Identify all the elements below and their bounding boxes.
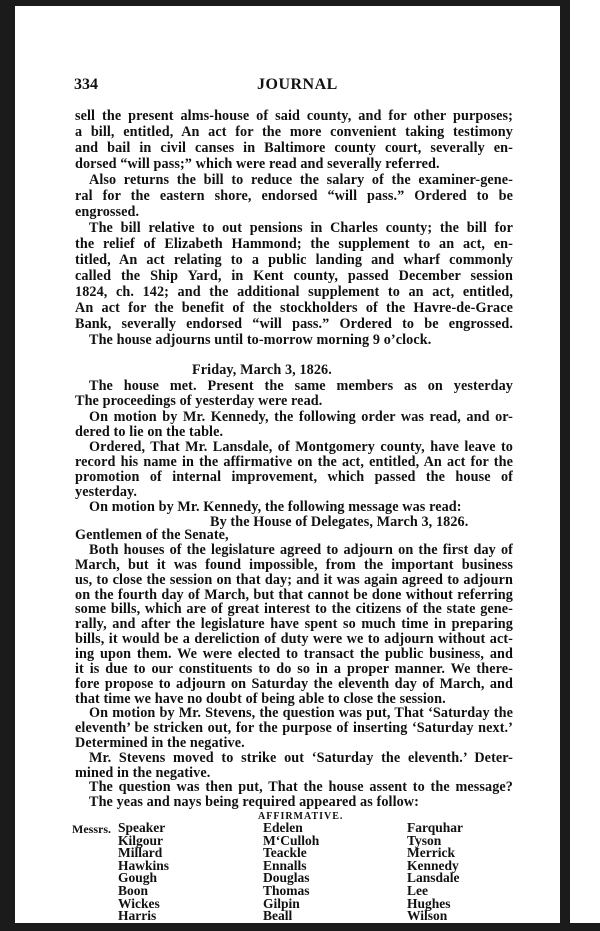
member-name: Teackle (263, 845, 307, 861)
member-name: Lee (407, 883, 428, 898)
text-line: engrossed. (75, 204, 140, 220)
scan-border-bottom (0, 923, 600, 931)
text-line: mined in the negative. (75, 765, 211, 781)
text-line: The proceedings of yesterday were read. (75, 393, 323, 409)
member-name: Millard (118, 845, 163, 861)
page-number: 334 (74, 76, 98, 93)
text-line: Ordered, That Mr. Lansdale, of Montgomery county, have leave to (89, 439, 513, 455)
member-name: Wilson (407, 908, 448, 924)
text-line: yesterday. (75, 484, 138, 500)
text-line: eleventh’ be stricken out, for the purpose of inserting ‘Saturday next.’ (75, 720, 513, 736)
text-line: The bill relative to out pensions in Charles county; the bill for (89, 220, 513, 236)
text-line: dered to lie on the table. (75, 424, 224, 440)
member-name: Kilgour (118, 832, 164, 848)
scan-border-left (0, 0, 15, 931)
text-line: Also returns the bill to reduce the salary of the examiner-gene- (89, 172, 513, 188)
member-name: Kennedy (407, 857, 459, 873)
text-line: and bail in civil canses in Baltimore county court, severally en- (75, 140, 513, 156)
text-line: March, but it was found impossible, from the important business (75, 557, 513, 573)
text-line: The house met. Present the same members as on yesterday (89, 378, 513, 394)
member-name: Douglas (263, 870, 310, 886)
text-line: ral for the eastern shore, endorsed “will pass.” Ordered to be (75, 188, 513, 204)
text-line: On motion by Mr. Kennedy, the following order was read, and or- (89, 409, 513, 425)
text-line: on the fourth day of March, but that cannot be done without referring (75, 587, 513, 603)
member-name: Edelen (263, 820, 303, 835)
scan-border-top (0, 0, 560, 6)
text-line: Determined in the negative. (75, 735, 245, 751)
member-name: Speaker (118, 820, 166, 835)
member-name: Tyson (407, 832, 442, 848)
scan-border-right (560, 0, 570, 931)
text-line: that time we have no doubt of being able to close the session. (75, 691, 446, 707)
member-name: Hawkins (118, 857, 170, 873)
member-name: Thomas (263, 883, 310, 898)
member-name: Beall (263, 908, 293, 924)
text-line: the relief of Elizabeth Hammond; the supplement to an act, en- (75, 236, 513, 252)
text-line: rally, and after the legislature have spent so much time in preparing (75, 616, 513, 632)
text-line: Both houses of the legislature agreed to adjourn on the first day of (89, 542, 513, 558)
text-line: sell the present alms-house of said county, and for other purposes; (75, 108, 513, 124)
member-name: M‘Culloh (263, 832, 320, 848)
text-line: Bank, severally endorsed “will pass.” Ordered to be engrossed. (75, 316, 513, 332)
member-name: Boon (118, 883, 149, 898)
text-line: The question was then put, That the house assent to the message? (89, 779, 513, 795)
member-name: Harris (118, 908, 157, 924)
member-name: Farquhar (407, 820, 464, 835)
text-line: bills, it would be a dereliction of duty were we to adjourn without act- (75, 631, 513, 647)
member-name: Lansdale (407, 870, 460, 886)
member-name: Wickes (118, 895, 160, 911)
messrs-label: Messrs. (72, 822, 111, 836)
member-name: Hughes (407, 895, 451, 911)
text-line: 1824, ch. 142; and the additional supplement to an act, entitled, (75, 284, 513, 300)
member-name: Ennalls (263, 857, 307, 873)
text-line: Friday, March 3, 1826. (192, 362, 332, 378)
text-line: dorsed “will pass;” which were read and severally referred. (75, 156, 440, 172)
text-line: promotion of internal improvement, which passed the house of (75, 469, 513, 485)
member-name: Merrick (407, 845, 455, 861)
text-line: By the House of Delegates, March 3, 1826. (210, 514, 469, 530)
text-line: a bill, entitled, An act for the more convenient taking testimony (75, 124, 513, 140)
text-line: record his name in the affirmative on the act, entitled, An act for the (75, 454, 513, 470)
member-name: Gilpin (263, 895, 300, 911)
text-line: Gentlemen of the Senate, (75, 527, 229, 543)
text-line: us, to close the session on that day; and it was again agreed to adjourn (75, 572, 513, 588)
text-line: called the Ship Yard, in Kent county, passed December session (75, 268, 513, 284)
affirmative-heading: AFFIRMATIVE. (258, 811, 344, 822)
text-line: it is due to our constituents to do so in a proper manner. We there- (75, 661, 513, 677)
text-line: The house adjourns until to-morrow morning 9 o’clock. (89, 332, 432, 348)
member-name: Gough (118, 870, 158, 886)
text-line: On motion by Mr. Stevens, the question was put, That ‘Saturday the (89, 705, 513, 721)
text-line: ing upon them. We were elected to transact the public business, and (75, 646, 513, 662)
text-line: titled, An act relating to a public landing and wharf commonly (75, 252, 513, 268)
text-line: The yeas and nays being required appeared as follow: (89, 794, 419, 810)
text-line: An act for the benefit of the stockholders of the Havre-de-Grace (75, 300, 513, 316)
running-title: JOURNAL (257, 76, 338, 93)
text-line: Mr. Stevens moved to strike out ‘Saturday the eleventh.’ Deter- (89, 750, 513, 766)
text-line: On motion by Mr. Kennedy, the following message was read: (89, 499, 462, 515)
text-line: some bills, which are of great interest to the citizens of the state gene- (75, 601, 513, 617)
text-line: fore propose to adjourn on Saturday the eleventh day of March, and (75, 676, 513, 692)
